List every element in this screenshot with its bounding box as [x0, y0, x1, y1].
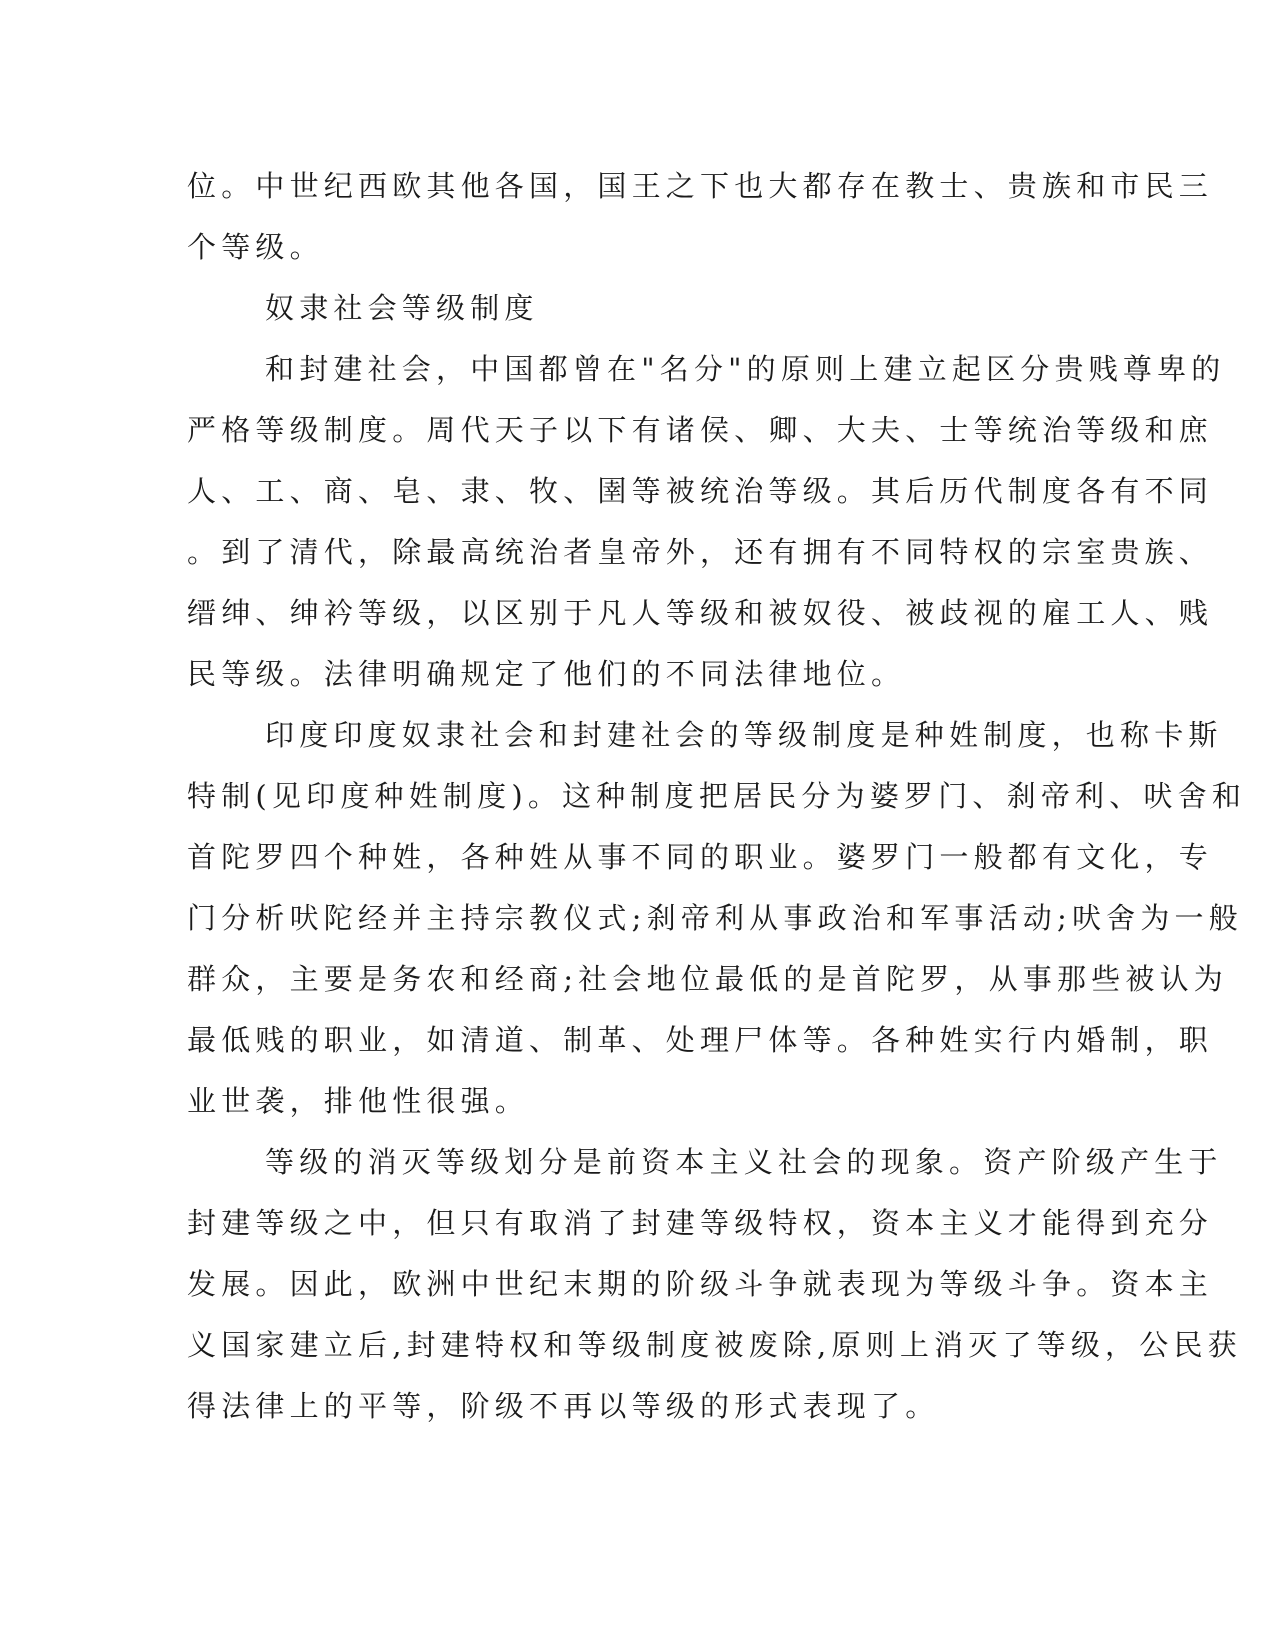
text-line: 印度印度奴隶社会和封建社会的等级制度是种姓制度，也称卡斯 [265, 718, 1223, 752]
text-line: 群众，主要是务农和经商;社会地位最低的是首陀罗，从事那些被认为 [187, 962, 1228, 996]
text-line: 义国家建立后,封建特权和等级制度被废除,原则上消灭了等级，公民获 [187, 1328, 1242, 1362]
text-line: 最低贱的职业，如清道、制革、处理尸体等。各种姓实行内婚制，职 [187, 1023, 1214, 1057]
text-line: 门分析吠陀经并主持宗教仪式;刹帝利从事政治和军事活动;吠舍为一般 [187, 901, 1243, 935]
text-line: 业世袭，排他性很强。 [187, 1084, 530, 1118]
text-line: 缙绅、绅衿等级，以区别于凡人等级和被奴役、被歧视的雇工人、贱 [187, 596, 1214, 630]
document-body [187, 156, 1247, 1437]
text-line: 民等级。法律明确规定了他们的不同法律地位。 [187, 657, 906, 691]
text-line: 和封建社会，中国都曾在"名分"的原则上建立起区分贵贱尊卑的 [265, 352, 1226, 386]
text-line: 严格等级制度。周代天子以下有诸侯、卿、大夫、士等统治等级和庶 [187, 413, 1214, 447]
text-line: 首陀罗四个种姓，各种姓从事不同的职业。婆罗门一般都有文化，专 [187, 840, 1214, 874]
text-line: 封建等级之中，但只有取消了封建等级特权，资本主义才能得到充分 [187, 1206, 1214, 1240]
text-line: 等级的消灭等级划分是前资本主义社会的现象。资产阶级产生于 [265, 1145, 1223, 1179]
text-line: 特制(见印度种姓制度)。这种制度把居民分为婆罗门、刹帝利、吠舍和 [187, 779, 1247, 813]
text-line: 位。中世纪西欧其他各国，国王之下也大都存在教士、贵族和市民三 [187, 169, 1214, 203]
text-line: 得法律上的平等，阶级不再以等级的形式表现了。 [187, 1389, 940, 1423]
text-line: 个等级。 [187, 230, 324, 264]
text-line: 。到了清代，除最高统治者皇帝外，还有拥有不同特权的宗室贵族、 [187, 535, 1214, 569]
section-heading: 奴隶社会等级制度 [265, 291, 539, 325]
text-line: 人、工、商、皂、隶、牧、圉等被统治等级。其后历代制度各有不同 [187, 474, 1214, 508]
text-line: 发展。因此，欧洲中世纪末期的阶级斗争就表现为等级斗争。资本主 [187, 1267, 1214, 1301]
